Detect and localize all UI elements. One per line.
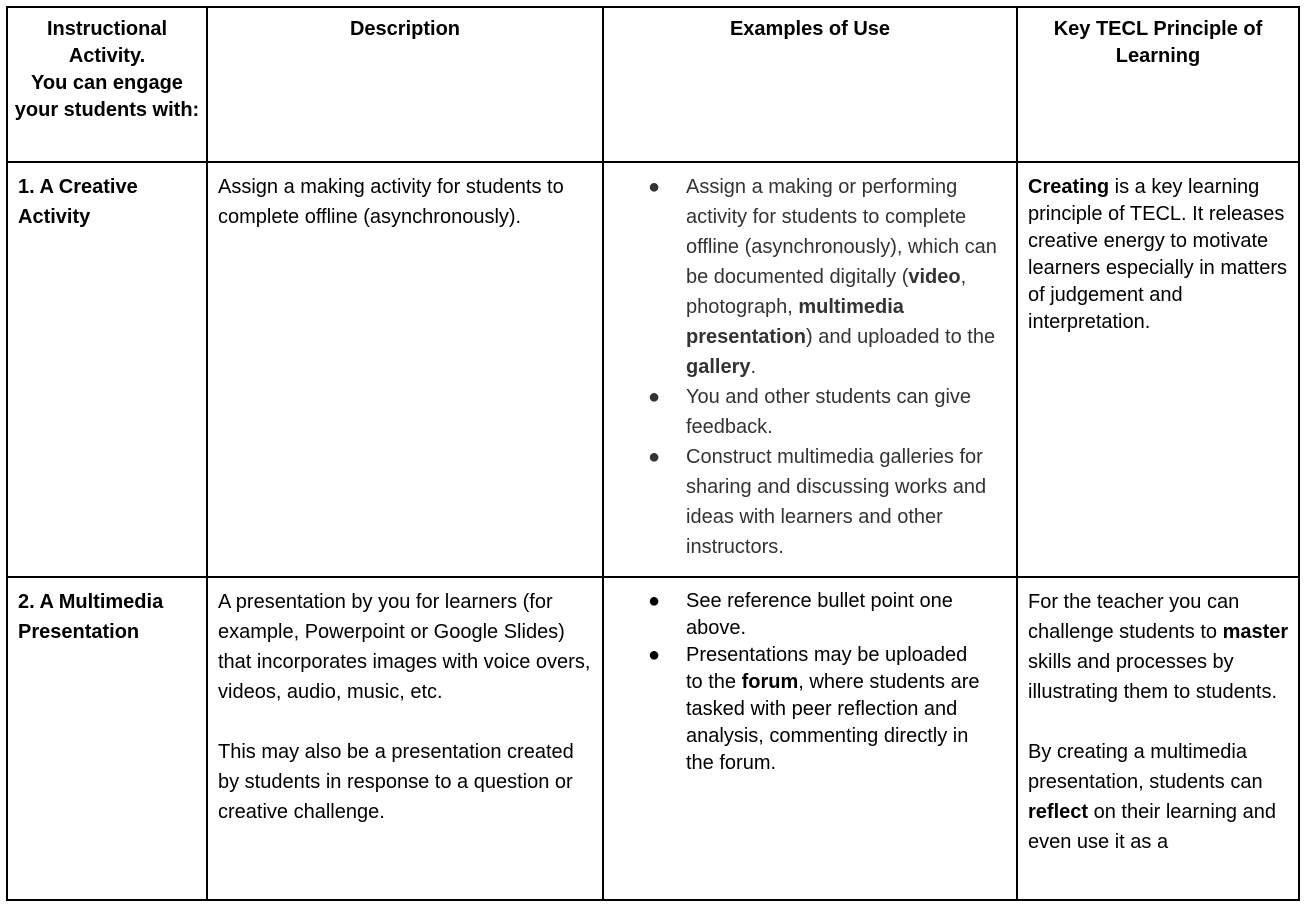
text-run: Presentations may be uploaded to the xyxy=(686,644,968,693)
bullet-icon: ● xyxy=(648,446,661,468)
column-divider xyxy=(602,6,604,901)
text-run: is a key learning principle of TECL. It releases creative energy to motivate learners especially in matters of judgement and interpretation. xyxy=(1028,176,1287,333)
principle-paragraphs xyxy=(1028,587,1292,857)
example-bullet-item xyxy=(640,442,1008,562)
bold-term: reflect xyxy=(1028,801,1089,823)
text-run: By creating a multimedia presentation, students can xyxy=(1028,741,1263,793)
header-key-tecl-principle: Key TECL Principle of Learning xyxy=(1053,18,1263,67)
text-run: , where students are tasked with peer reflection and analysis, commenting directly in the forum. xyxy=(686,671,980,774)
table-border-top xyxy=(6,6,1300,8)
description-paragraph: This may also be a presentation created by students in response to a question or creative challenge. xyxy=(218,741,574,823)
examples-list xyxy=(640,588,980,777)
column-divider xyxy=(206,6,208,901)
text-run: You and other students can give feedback. xyxy=(686,386,972,438)
text-run: , photograph, xyxy=(686,266,967,318)
text-run: Assign a making or performing activity for students to complete offline (asynchronously), which can be documented digitally ( xyxy=(686,176,997,288)
table-border-bottom xyxy=(6,899,1300,901)
table-border-right xyxy=(1298,6,1300,901)
bullet-icon: ● xyxy=(648,590,661,612)
text-run: skills and processes by illustrating them to students. xyxy=(1028,651,1278,703)
bullet-icon: ● xyxy=(648,644,661,666)
row-principle xyxy=(1028,174,1292,336)
bold-term: Creating xyxy=(1028,176,1110,198)
row-examples xyxy=(640,172,1008,562)
bold-term: master xyxy=(1222,621,1289,643)
text-run: See reference bullet point one above. xyxy=(686,590,953,639)
row-activity-creative: 1. A Creative Activity xyxy=(18,176,138,228)
text-run: . xyxy=(750,356,757,378)
principle-paragraph xyxy=(1028,587,1292,707)
description-paragraph: A presentation by you for learners (for example, Powerpoint or Google Slides) that incorporates images with voice overs, videos, audio, music, etc. xyxy=(218,591,591,703)
bold-term: gallery xyxy=(686,356,751,378)
bold-term: forum xyxy=(741,671,799,693)
example-bullet-item xyxy=(640,642,980,777)
header-description: Description xyxy=(349,18,461,40)
description-paragraph: Assign a making activity for students to complete offline (asynchronously). xyxy=(218,176,564,228)
bullet-icon: ● xyxy=(648,386,661,408)
text-run: For the teacher you can challenge students to xyxy=(1028,591,1240,643)
row-activity-multimedia: 2. A Multimedia Presentation xyxy=(18,591,164,643)
bold-term: multimedia presentation xyxy=(686,296,904,348)
bullet-icon: ● xyxy=(648,176,661,198)
text-run: ) and uploaded to the xyxy=(806,326,996,348)
row-description xyxy=(218,172,594,232)
text-run: Construct multimedia galleries for sharing and discussing works and ideas with learners and other instructors. xyxy=(686,446,987,558)
principle-paragraph xyxy=(1028,174,1292,336)
row-divider xyxy=(6,576,1300,578)
text-run: on their learning and even use it as a xyxy=(1028,801,1276,853)
table-border-left xyxy=(6,6,8,901)
principle-paragraphs xyxy=(1028,174,1292,336)
example-bullet-item xyxy=(640,588,980,642)
bold-term: video xyxy=(908,266,961,288)
row-principle xyxy=(1028,587,1292,857)
examples-list xyxy=(640,172,1008,562)
header-examples-of-use: Examples of Use xyxy=(729,18,891,40)
row-divider xyxy=(6,161,1300,163)
column-divider xyxy=(1016,6,1018,901)
example-bullet-item xyxy=(640,382,1008,442)
principle-paragraph xyxy=(1028,737,1292,857)
example-bullet-item xyxy=(640,172,1008,382)
row-description xyxy=(218,587,594,827)
row-examples xyxy=(640,588,980,777)
header-instructional-activity: Instructional Activity. You can engage your students with: xyxy=(14,18,200,121)
